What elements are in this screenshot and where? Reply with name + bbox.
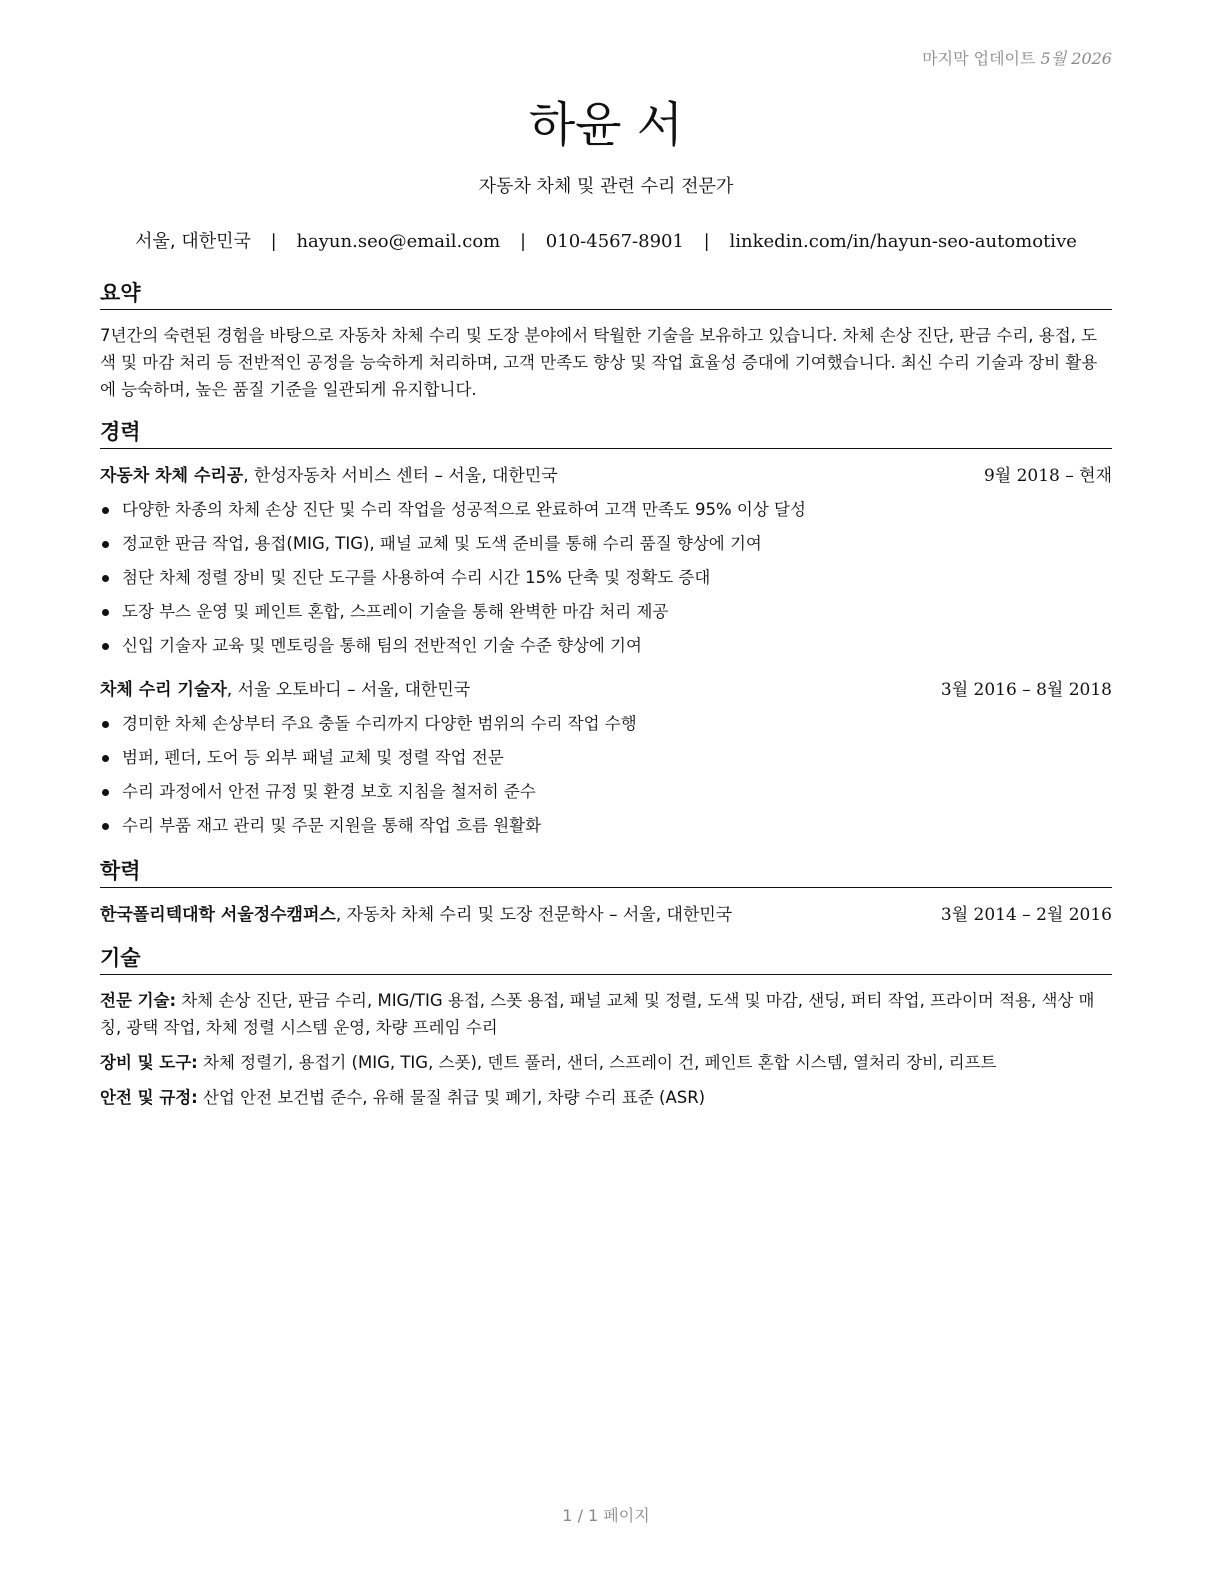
summary-text: 7년간의 숙련된 경험을 바탕으로 자동차 차체 수리 및 도장 분야에서 탁월한 기술을 보유하고 있습니다. 차체 손상 진단, 판금 수리, 용접, 도색 및 마감 처리 등 전반적인 공정을 능숙하게 처리하며, 고객 만족도 향상 및 작업 효율성 증대에 기여했습니다. 최신 수리 기술과 장비 활용에 능숙하며, 높은 품질 기준을 일관되게 유지합니다. <box>100 326 1098 399</box>
education-detail: , 자동차 차체 수리 및 도장 전문학사 – 서울, 대한민국 <box>335 905 733 925</box>
experience-section <box>100 416 1112 843</box>
skills-section <box>100 942 1112 1111</box>
summary-section <box>100 277 1112 403</box>
education-entry <box>100 902 1112 928</box>
candidate-tagline: 자동차 차체 및 관련 수리 전문가 <box>478 176 734 197</box>
education-section <box>100 855 1112 928</box>
summary-title: 요약 <box>100 277 1112 310</box>
job-bullet: 첨단 차체 정렬 장비 및 진단 도구를 사용하여 수리 시간 15% 단축 및 정확도 증대 <box>100 561 1112 595</box>
resume-page <box>100 0 1112 1584</box>
job-bullet: 범퍼, 펜더, 도어 등 외부 패널 교체 및 정렬 작업 전문 <box>100 741 1112 775</box>
skill-line <box>100 987 1112 1041</box>
contact-email[interactable]: hayun.seo@email.com <box>296 231 501 252</box>
education-dates: 3월 2014 – 2월 2016 <box>940 905 1112 925</box>
page-number: 1 / 1 페이지 <box>562 1506 650 1525</box>
education-school: 한국폴리텍대학 서울정수캠퍼스 <box>100 905 336 925</box>
job-dates: 3월 2016 – 8월 2018 <box>940 680 1112 700</box>
job-dates: 9월 2018 – 현재 <box>983 466 1112 486</box>
contact-phone[interactable]: 010-4567-8901 <box>545 231 684 252</box>
contact-location: 서울, 대한민국 <box>135 231 251 252</box>
job-header <box>100 677 1112 703</box>
skill-line <box>100 1049 1112 1076</box>
job-header <box>100 463 1112 489</box>
candidate-name: 하윤 서 <box>528 97 684 153</box>
job-bullets <box>100 493 1112 663</box>
skill-text: 차체 손상 진단, 판금 수리, MIG/TIG 용접, 스폿 용접, 패널 교체 및 정렬, 도색 및 마감, 샌딩, 퍼티 작업, 프라이머 적용, 색상 매칭, 광택 작업, 차체 정렬 시스템 운영, 차량 프레임 수리 <box>100 991 1095 1037</box>
last-updated-date: 5월 2026 <box>1040 49 1112 68</box>
job-role: 차체 수리 기술자 <box>100 680 227 700</box>
education-title: 학력 <box>100 855 1112 888</box>
job-bullet: 신입 기술자 교육 및 멘토링을 통해 팀의 전반적인 기술 수준 향상에 기여 <box>100 629 1112 663</box>
job-org: , 한성자동차 서비스 센터 – 서울, 대한민국 <box>243 466 558 486</box>
contact-separator: | <box>270 231 277 252</box>
last-updated <box>922 46 1112 69</box>
job-bullet: 도장 부스 운영 및 페인트 혼합, 스프레이 기술을 통해 완벽한 마감 처리 제공 <box>100 595 1112 629</box>
skill-text: 산업 안전 보건법 준수, 유해 물질 취급 및 폐기, 차량 수리 표준 (ASR) <box>197 1088 706 1107</box>
skill-label: 장비 및 도구: <box>100 1053 198 1072</box>
job-bullet: 수리 과정에서 안전 규정 및 환경 보호 지침을 철저히 준수 <box>100 775 1112 809</box>
skills-title: 기술 <box>100 942 1112 975</box>
job-entry <box>100 677 1112 843</box>
contact-separator: | <box>703 231 710 252</box>
job-role: 자동차 차체 수리공 <box>100 466 244 486</box>
job-bullet: 경미한 차체 손상부터 주요 충돌 수리까지 다양한 범위의 수리 작업 수행 <box>100 707 1112 741</box>
skill-label: 전문 기술: <box>100 991 177 1010</box>
skill-line <box>100 1084 1112 1111</box>
skill-text: 차체 정렬기, 용접기 (MIG, TIG, 스폿), 덴트 풀러, 샌더, 스프레이 건, 페인트 혼합 시스템, 열처리 장비, 리프트 <box>197 1053 997 1072</box>
experience-title: 경력 <box>100 416 1112 449</box>
job-bullet: 다양한 차종의 차체 손상 진단 및 수리 작업을 성공적으로 완료하여 고객 만족도 95% 이상 달성 <box>100 493 1112 527</box>
last-updated-label: 마지막 업데이트 <box>922 49 1036 68</box>
job-bullet: 수리 부품 재고 관리 및 주문 지원을 통해 작업 흐름 원활화 <box>100 809 1112 843</box>
contact-line <box>100 227 1112 253</box>
contact-linkedin[interactable]: linkedin.com/in/hayun-seo-automotive <box>729 231 1077 252</box>
job-org: , 서울 오토바디 – 서울, 대한민국 <box>226 680 471 700</box>
job-bullet: 정교한 판금 작업, 용접(MIG, TIG), 패널 교체 및 도색 준비를 통해 수리 품질 향상에 기여 <box>100 527 1112 561</box>
job-entry <box>100 463 1112 663</box>
contact-separator: | <box>519 231 527 252</box>
job-bullets <box>100 707 1112 843</box>
skill-label: 안전 및 규정: <box>100 1088 198 1107</box>
